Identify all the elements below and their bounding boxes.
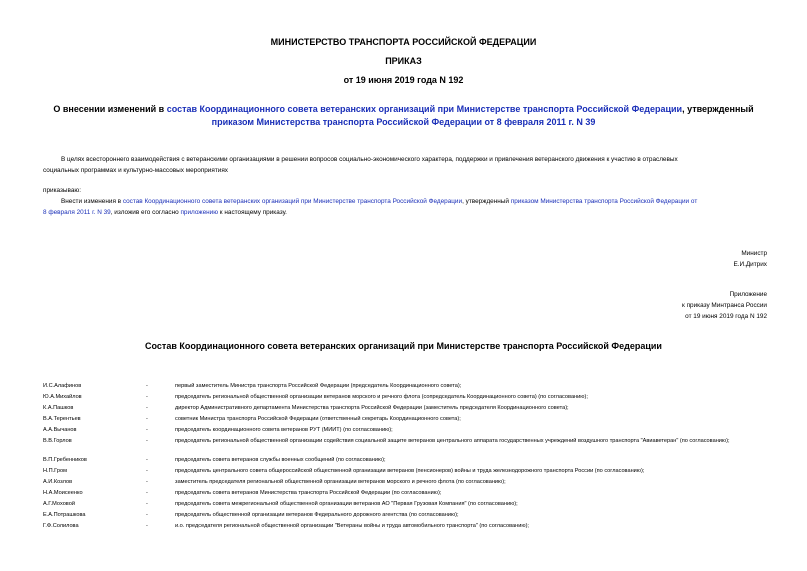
member-name: В.П.Гребенников <box>43 457 87 463</box>
member-row <box>0 501 807 511</box>
member-name: А.И.Козлов <box>43 479 73 485</box>
member-position: председатель совета межрегиональной общественной организации ветеранов АО "Первая Грузовая Компания" (по согласованию); <box>175 501 518 507</box>
p1-text-2: , утвержденный <box>462 198 511 205</box>
signature-name: Е.И.Дитрих <box>733 261 767 268</box>
member-name: Н.А.Моисеенко <box>43 490 83 496</box>
member-name: Е.А.Потрашкова <box>43 512 86 518</box>
member-name: Г.Ф.Солилова <box>43 523 79 529</box>
member-dash: - <box>146 479 148 485</box>
member-position: заместитель председателя региональной общественной организации ветеранов морского и речного флота (по согласованию); <box>175 479 506 485</box>
doc-type-heading: ПРИКАЗ <box>385 56 422 66</box>
member-row <box>0 490 807 500</box>
member-position: первый заместитель Министра транспорта Российской Федерации (председатель Координационного совета); <box>175 383 462 389</box>
title-line-1 <box>0 104 807 114</box>
member-dash: - <box>146 405 148 411</box>
member-position: председатель совета ветеранов службы военных сообщений (по согласованию); <box>175 457 386 463</box>
p1-link-order-b[interactable]: 8 февраля 2011 г. N 39 <box>43 209 111 216</box>
member-name: А.А.Вычанов <box>43 427 77 433</box>
preamble-line-1: В целях всестороннего взаимодействия с ветеранскими организациями в решении вопросов социально-экономического характера, поддержки и привлечения ветеранского движения к участию в отраслевых <box>61 156 678 163</box>
order-word: приказываю: <box>43 187 81 194</box>
member-dash: - <box>146 416 148 422</box>
member-dash: - <box>146 468 148 474</box>
member-position: и.о. председателя региональной общественной организации "Ветераны войны и труда автомобильного транспорта" (по согласованию); <box>175 523 529 529</box>
member-row <box>0 479 807 489</box>
composition-title: Состав Координационного совета ветеранских организаций при Министерстве транспорта Российской Федерации <box>145 341 662 351</box>
appendix-label: Приложение <box>729 291 767 298</box>
ministry-heading: МИНИСТЕРСТВО ТРАНСПОРТА РОССИЙСКОЙ ФЕДЕРАЦИИ <box>270 37 537 47</box>
member-position: председатель общественной организации ветеранов Федерального дорожного агентства (по согласованию); <box>175 512 459 518</box>
member-row <box>0 427 807 437</box>
member-position: директор Административного департамента Министерства транспорта Российской Федерации (заместитель председателя Координационного совета); <box>175 405 569 411</box>
member-position: председатель центрального совета общероссийской общественной организации ветеранов (пенсионеров) войны и труда железнодорожного транспорта России (по согласованию); <box>175 468 645 474</box>
member-name: В.А.Терентьев <box>43 416 81 422</box>
member-row <box>0 394 807 404</box>
title-link-order[interactable]: приказом Министерства транспорта Российской Федерации от 8 февраля 2011 г. N 39 <box>211 117 596 127</box>
member-row <box>0 383 807 393</box>
member-dash: - <box>146 438 148 444</box>
member-name: К.А.Пашков <box>43 405 74 411</box>
title-text-1: О внесении изменений в <box>53 104 167 114</box>
member-name: И.С.Алафинов <box>43 383 82 389</box>
member-row <box>0 523 807 533</box>
title-text-2: , утвержденный <box>682 104 754 114</box>
member-dash: - <box>146 501 148 507</box>
member-position: председатель региональной общественной организации ветеранов морского и речного флота (сопредседатель Координационного совета) (по согласованию); <box>175 394 588 400</box>
member-row <box>0 438 807 456</box>
member-dash: - <box>146 523 148 529</box>
member-row <box>0 416 807 426</box>
appendix-ref: к приказу Минтранса России <box>682 302 767 309</box>
doc-date-line: от 19 июня 2019 года N 192 <box>343 75 464 85</box>
appendix-date: от 19 июня 2019 года N 192 <box>685 313 767 320</box>
member-position: председатель координационного совета ветеранов РУТ (МИИТ) (по согласованию); <box>175 427 393 433</box>
member-dash: - <box>146 512 148 518</box>
member-dash: - <box>146 427 148 433</box>
p1-text-3: , изложив его согласно <box>110 209 181 216</box>
member-dash: - <box>146 383 148 389</box>
member-position: председатель региональной общественной организации содействия социальной защите ветеранов центрального аппарата государственных учреждений воздушного транспорта "Авиаветеран" (по согласованию); <box>175 438 730 444</box>
member-name: А.Г.Моховой <box>43 501 75 507</box>
preamble-line-2: социальных программах и культурно-массовых мероприятиях <box>43 167 228 174</box>
p1-text-1: Внести изменения в <box>61 198 123 205</box>
member-dash: - <box>146 490 148 496</box>
member-row <box>0 457 807 467</box>
paragraph-1-line-1 <box>61 198 697 205</box>
member-name: В.В.Горлов <box>43 438 72 444</box>
member-row <box>0 468 807 478</box>
member-position: председатель совета ветеранов Министерства транспорта Российской Федерации (по согласованию); <box>175 490 442 496</box>
member-row <box>0 405 807 415</box>
p1-text-4: к настоящему приказу. <box>218 209 287 216</box>
member-name: Ю.А.Михайлов <box>43 394 82 400</box>
member-dash: - <box>146 394 148 400</box>
member-name: Н.П.Гром <box>43 468 67 474</box>
member-position: советник Министра транспорта Российской Федерации (ответственный секретарь Координационного совета); <box>175 416 461 422</box>
p1-link-order-a[interactable]: приказом Министерства транспорта Российской Федерации от <box>510 198 698 205</box>
signature-role: Министр <box>741 250 767 257</box>
title-link-composition[interactable]: состав Координационного совета ветеранских организаций при Министерстве транспорта Российской Федерации <box>166 104 683 114</box>
p1-link-composition[interactable]: состав Координационного совета ветеранских организаций при Министерстве транспорта Российской Федерации <box>122 198 463 205</box>
member-dash: - <box>146 457 148 463</box>
member-row <box>0 512 807 522</box>
paragraph-1-line-2 <box>43 209 287 216</box>
p1-link-appendix[interactable]: приложению <box>180 209 219 216</box>
